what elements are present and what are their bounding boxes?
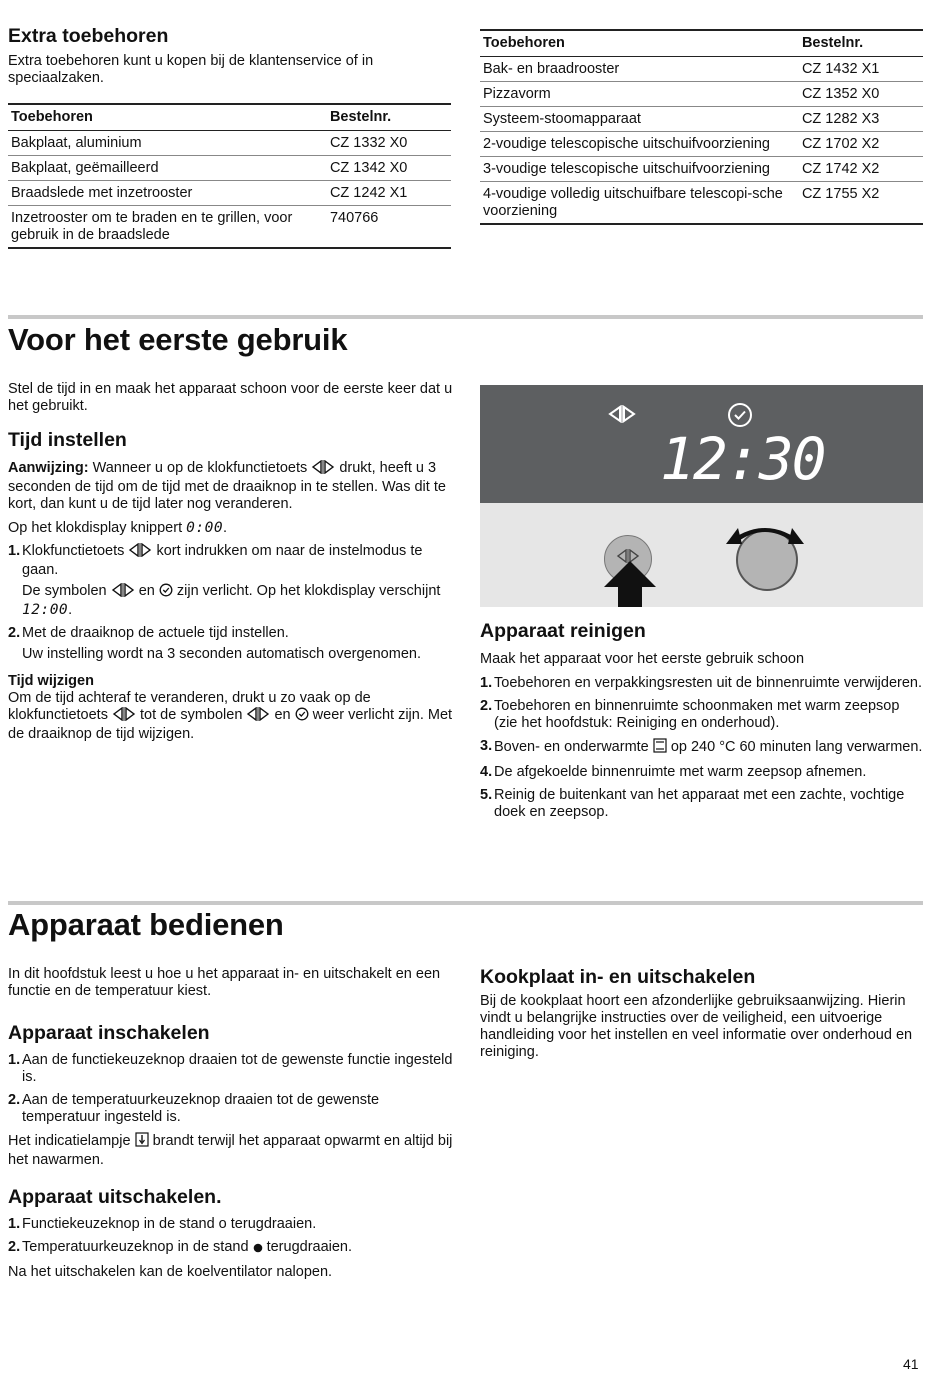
switch-off-steps — [8, 1216, 453, 1258]
list-item — [8, 1239, 453, 1258]
table-row — [480, 107, 923, 132]
top-bottom-heat-icon — [653, 738, 667, 758]
step-text: Aan de temperatuurkeuzeknop draaien tot de gewenste temperatuur ingesteld is. — [22, 1092, 380, 1125]
list-item — [8, 625, 453, 663]
extra-accessories-section — [8, 25, 448, 87]
step-text: Toebehoren en verpakkingsresten uit de binnenruimte verwijderen. — [494, 675, 923, 691]
indicator-lamp-icon — [135, 1132, 149, 1152]
cleaning-intro: Maak het apparaat voor het eerste gebruik schoon — [480, 651, 805, 667]
step-text: Aan de functiekeuzeknop draaien tot de gewenste functie ingesteld is. — [22, 1052, 453, 1085]
rotate-arrow-icon — [724, 514, 806, 553]
time-change-text — [8, 690, 453, 743]
change-text: en — [274, 707, 291, 723]
fan-text: Na het uitschakelen kan de koelventilator nalopen. — [8, 1264, 333, 1280]
clock-icon — [159, 583, 173, 602]
table-row — [8, 206, 451, 249]
table-row — [8, 181, 451, 206]
order-number: CZ 1432 X1 — [799, 57, 923, 82]
table-row — [480, 57, 923, 82]
clock-function-key-icon — [111, 583, 135, 602]
clock-display-value: 12:00 — [22, 602, 69, 618]
switch-on-title: Apparaat inschakelen — [8, 1022, 210, 1044]
order-number: CZ 1755 X2 — [799, 182, 923, 225]
clock-display: 12:30 — [660, 425, 825, 493]
list-item: 1. Klokfunctietoets kort indrukken om naar de instelmodus te gaan. De symbolen en zijn verlicht. Op het klokdisplay verschijnt 12:00. — [8, 543, 441, 618]
step-number: 1. — [8, 543, 21, 559]
cleaning-section — [480, 620, 925, 827]
press-arrow-icon — [602, 559, 658, 612]
accessories-table-left — [8, 103, 451, 249]
step-text: Klokfunctietoets — [22, 543, 125, 559]
order-number: CZ 1342 X0 — [327, 156, 451, 181]
cleaning-steps — [480, 675, 925, 821]
note-text-a: Wanneer u op de klokfunctietoets — [92, 460, 308, 476]
clock-function-key-icon — [607, 405, 637, 428]
accessory-name: 4-voudige volledig uitschuifbare telescopi-sche voorziening — [480, 182, 799, 225]
change-text: weer verlicht zijn. Met de draaiknop de tijd wijzigen. — [8, 707, 453, 742]
step-text: Boven- en onderwarmte — [494, 739, 649, 755]
extra-accessories-title: Extra toebehoren — [8, 25, 169, 47]
step-text: Temperatuurkeuzeknop in de stand — [22, 1239, 249, 1255]
order-number: CZ 1332 X0 — [327, 131, 451, 156]
time-steps — [8, 543, 453, 663]
step-text: Met de draaiknop de actuele tijd instellen. — [22, 625, 289, 641]
lamp-text-b: brandt terwijl het apparaat opwarmt en altijd bij het nawarmen. — [8, 1133, 453, 1168]
operate-intro: In dit hoofdstuk leest u hoe u het apparaat in- en uitschakelt en een functie en de temperatuur kiest. — [8, 966, 441, 999]
first-use-left-column — [8, 381, 453, 743]
note-label: Aanwijzing: — [8, 460, 89, 476]
step-text: zijn verlicht. Op het klokdisplay verschijnt — [176, 583, 441, 599]
order-number: CZ 1352 X0 — [799, 82, 923, 107]
page-number: 41 — [903, 1356, 919, 1372]
step-text: en — [138, 583, 155, 599]
order-number: CZ 1702 X2 — [799, 132, 923, 157]
accessory-name: Systeem-stoomapparaat — [480, 107, 799, 132]
step-number: 5. — [480, 787, 493, 803]
clock-function-key-icon — [311, 460, 335, 479]
step-number: 2. — [8, 1092, 21, 1108]
order-number: CZ 1242 X1 — [327, 181, 451, 206]
change-text: tot de symbolen — [140, 707, 243, 723]
list-item — [480, 787, 925, 821]
indicator-lamp-text — [8, 1132, 453, 1169]
operate-left-column — [8, 966, 453, 1281]
hob-text: Bij de kookplaat hoort een afzonderlijke gebruiksaanwijzing. Hierin vindt u belangrijke instructies over de veiligheid, een uitvoerige handleiding voor het instellen en veel informatie over onderhoud en reiniging. — [480, 993, 913, 1060]
clock-function-key-icon — [246, 707, 270, 726]
accessory-name: Bak- en braadrooster — [480, 57, 799, 82]
step-number: 1. — [480, 675, 493, 691]
table-row — [480, 82, 923, 107]
col-header-order-number: Bestelnr. — [799, 30, 923, 57]
step-text: Functiekeuzeknop in de stand o terugdraaien. — [22, 1216, 317, 1232]
step-text: op 240 °C 60 minuten lang verwarmen. — [670, 739, 923, 755]
time-note — [8, 460, 453, 513]
blink-text: Op het klokdisplay knippert 0:00. — [8, 520, 228, 536]
order-number: CZ 1742 X2 — [799, 157, 923, 182]
clock-function-key-icon — [112, 707, 136, 726]
step-number: 1. — [8, 1216, 21, 1232]
accessory-name: Braadslede met inzetrooster — [8, 181, 327, 206]
lamp-text-a: Het indicatielampje — [8, 1133, 131, 1149]
step-number: 3. — [480, 738, 493, 754]
operate-title: Apparaat bedienen — [8, 907, 284, 942]
col-header-order-number: Bestelnr. — [327, 104, 451, 131]
order-number: 740766 — [327, 206, 451, 249]
list-item — [8, 1052, 453, 1086]
step-number: 4. — [480, 764, 493, 780]
step-text: Uw instelling wordt na 3 seconden automatisch overgenomen. — [22, 646, 421, 662]
list-item — [8, 1092, 453, 1126]
hob-section — [480, 966, 923, 1061]
clock-function-key-icon — [128, 543, 152, 562]
accessory-name: 3-voudige telescopische uitschuifvoorziening — [480, 157, 799, 182]
first-use-intro: Stel de tijd in en maak het apparaat schoon voor de eerste keer dat u het gebruikt. — [8, 381, 453, 414]
extra-accessories-intro: Extra toebehoren kunt u kopen bij de klantenservice of in speciaalzaken. — [8, 53, 374, 86]
list-item — [480, 764, 925, 781]
change-text: Om de tijd achteraf te veranderen, drukt u zo vaak op de klokfunctietoets — [8, 690, 371, 723]
step-number: 2. — [8, 1239, 21, 1255]
list-item — [480, 675, 925, 692]
clock-icon — [295, 707, 309, 726]
time-change-title: Tijd wijzigen — [8, 673, 94, 689]
control-panel-illustration — [480, 385, 923, 607]
accessory-name: Bakplaat, geëmailleerd — [8, 156, 327, 181]
accessory-name: 2-voudige telescopische uitschuifvoorziening — [480, 132, 799, 157]
order-number: CZ 1282 X3 — [799, 107, 923, 132]
list-item — [480, 698, 925, 732]
control-area — [480, 503, 923, 607]
step-text: De symbolen — [22, 583, 107, 599]
table-row — [480, 157, 923, 182]
cleaning-title: Apparaat reinigen — [480, 620, 646, 642]
hob-title: Kookplaat in- en uitschakelen — [480, 966, 756, 988]
step-number: 2. — [480, 698, 493, 714]
list-item — [8, 1216, 453, 1233]
blink-value: 0:00 — [186, 520, 224, 536]
step-number: 1. — [8, 1052, 21, 1068]
table-row — [480, 182, 923, 225]
step-text: Reinig de buitenkant van het apparaat met een zachte, vochtige doek en zeepsop. — [494, 787, 905, 820]
accessory-name: Pizzavorm — [480, 82, 799, 107]
col-header-accessory: Toebehoren — [8, 104, 327, 131]
section-divider — [8, 315, 923, 319]
table-row — [8, 156, 451, 181]
blink-text-a: Op het klokdisplay knippert — [8, 520, 183, 536]
first-use-title: Voor het eerste gebruik — [8, 322, 348, 357]
switch-off-title: Apparaat uitschakelen. — [8, 1186, 222, 1208]
accessory-name: Bakplaat, aluminium — [8, 131, 327, 156]
time-setting-title: Tijd instellen — [8, 429, 127, 451]
step-text: De afgekoelde binnenruimte met warm zeepsop afnemen. — [494, 764, 867, 780]
accessories-table-right — [480, 29, 923, 225]
filled-dot-icon — [253, 1241, 263, 1258]
list-item — [480, 738, 925, 758]
table-row — [8, 131, 451, 156]
switch-on-steps — [8, 1052, 453, 1126]
step-number: 2. — [8, 625, 21, 641]
table-row — [480, 132, 923, 157]
col-header-accessory: Toebehoren — [480, 30, 799, 57]
note-text-b: drukt, heeft u 3 seconden de tijd om de tijd met de draaiknop in te stellen. Was dit te kort, dan kunt u de tijd later nog veranderen. — [8, 460, 446, 512]
step-text: kort indrukken om naar de instelmodus te gaan. — [22, 543, 423, 578]
display-panel — [480, 385, 923, 503]
section-divider — [8, 901, 923, 905]
step-text: terugdraaien. — [266, 1239, 353, 1255]
accessory-name: Inzetrooster om te braden en te grillen, voor gebruik in de braadslede — [8, 206, 327, 249]
step-text: Toebehoren en binnenruimte schoonmaken met warm zeepsop (zie het hoofdstuk: Reiniging en onderhoud). — [494, 698, 900, 731]
